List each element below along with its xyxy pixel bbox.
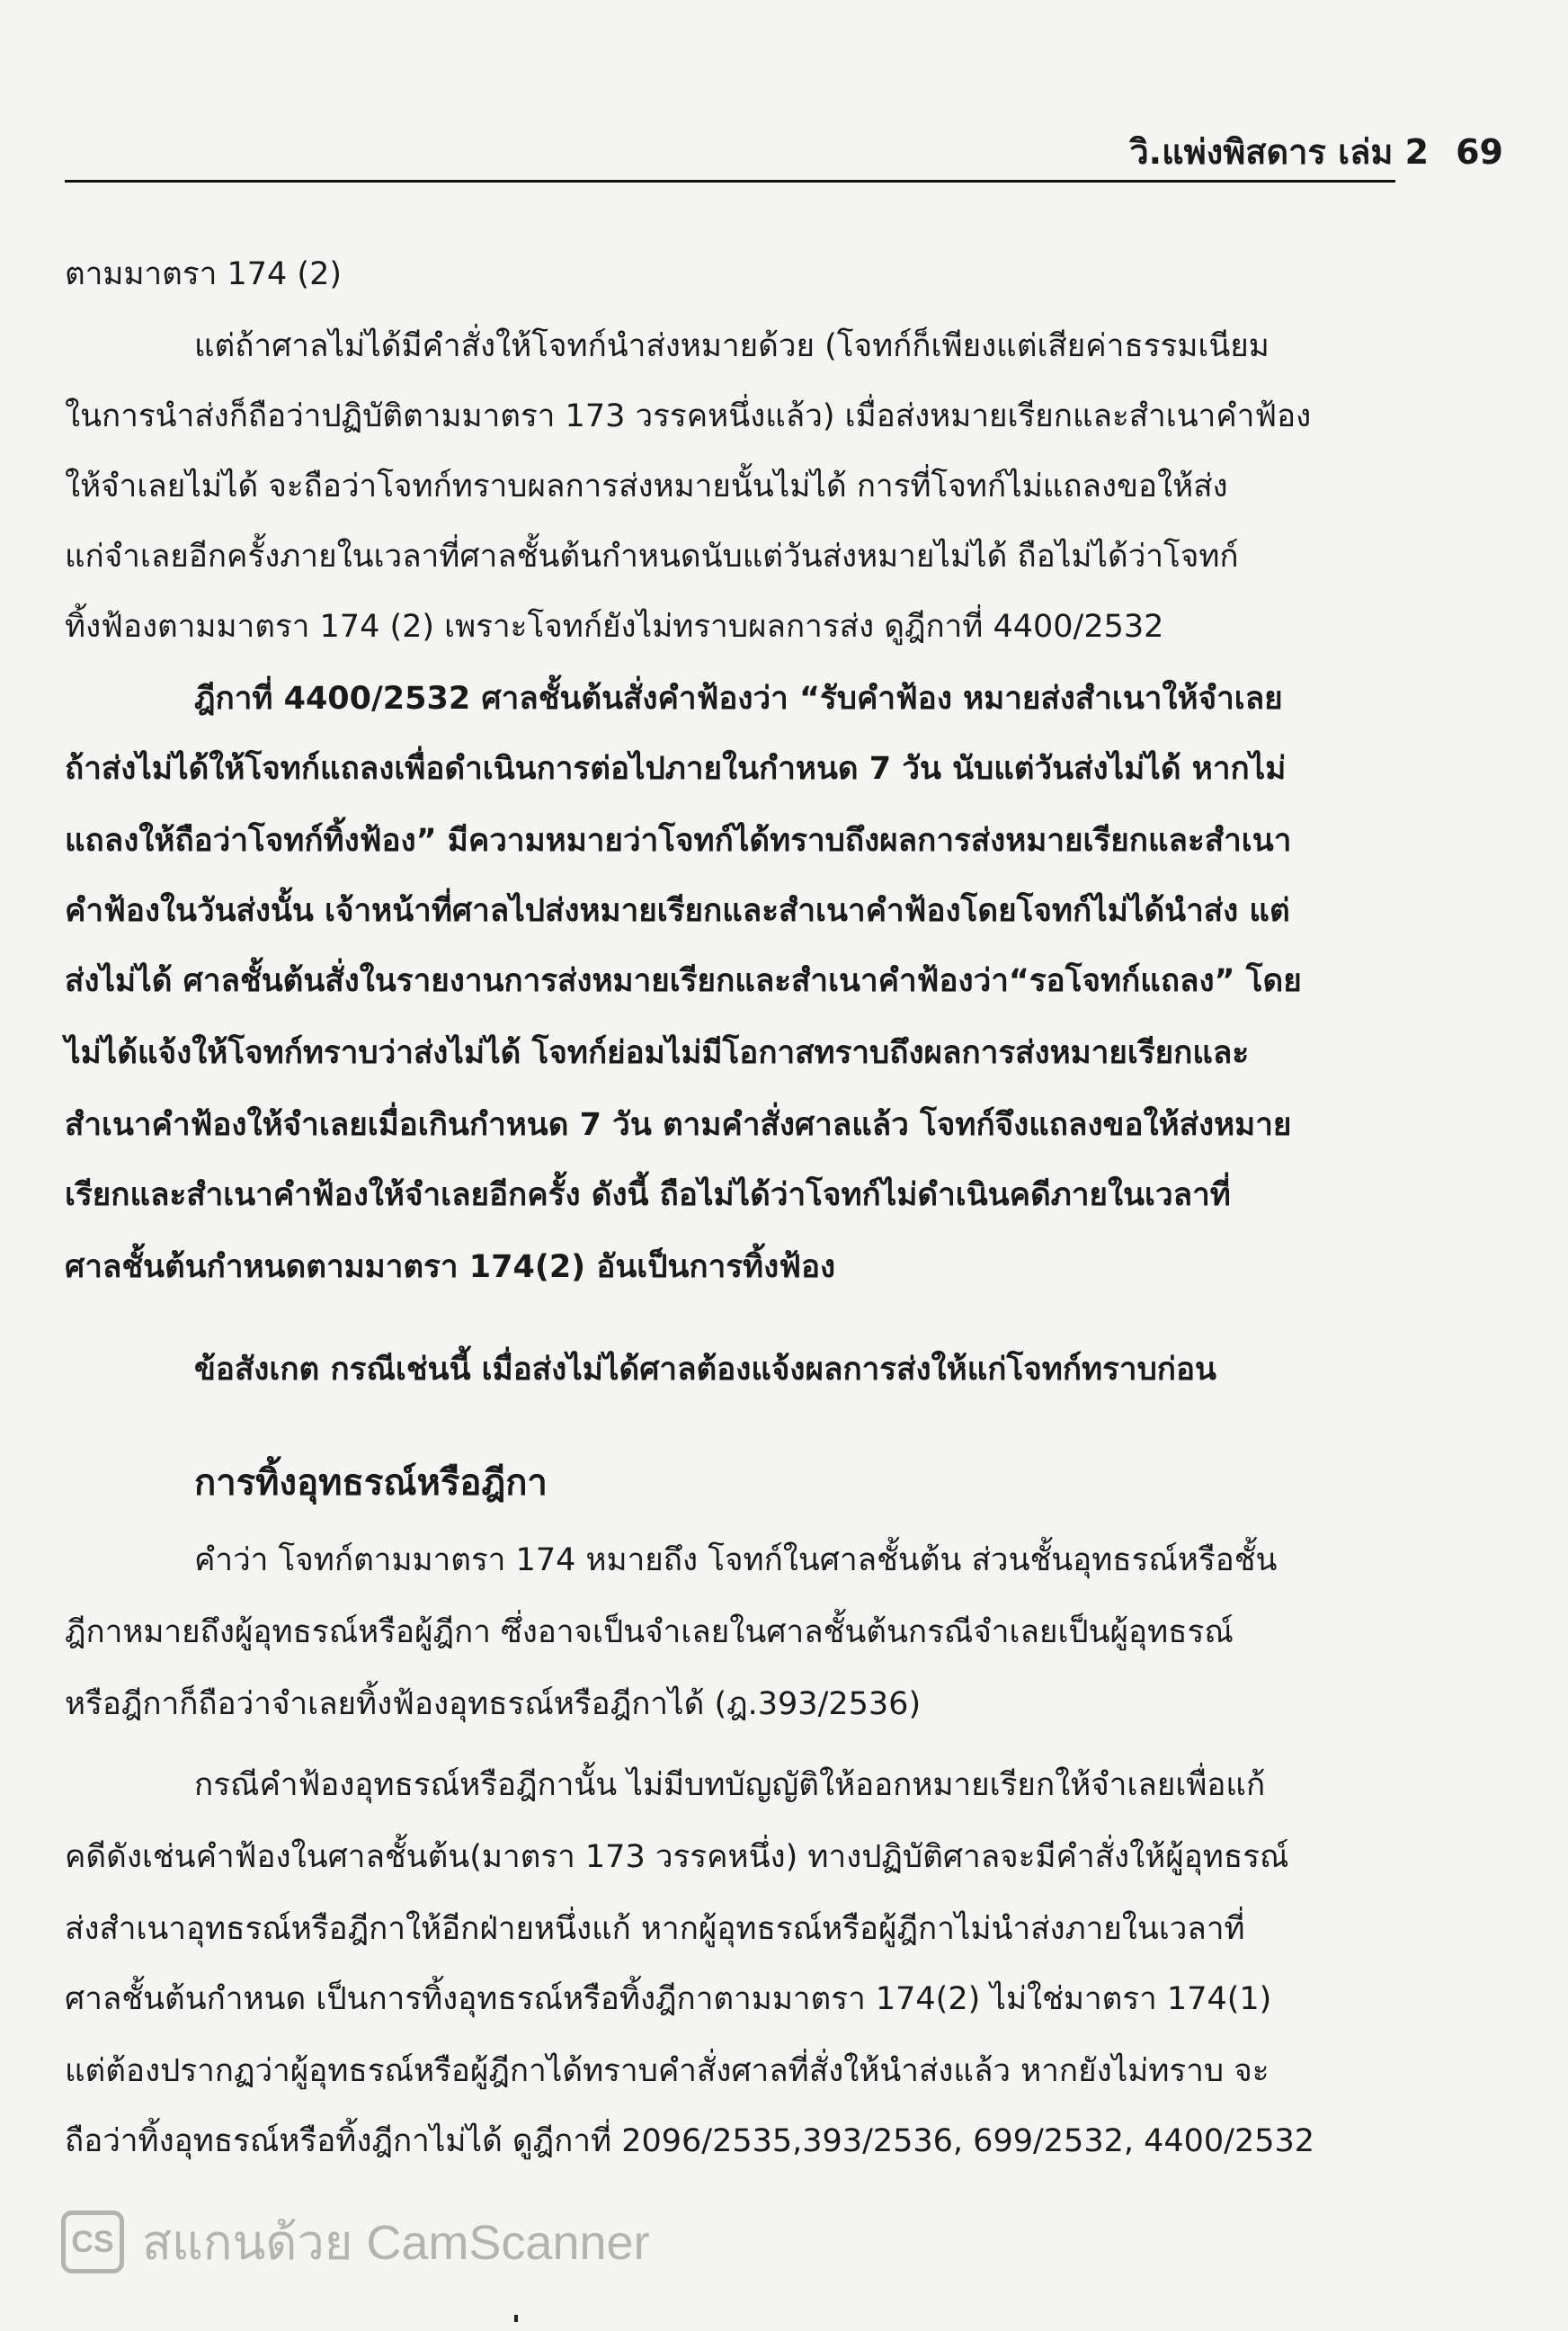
text-line: ไม่ได้แจ้งให้โจทก์ทราบว่าส่งไม่ได้ โจทก์ย่อมไม่มีโอกาสทราบถึงผลการส่งหมายเรียกและ <box>65 1035 1250 1071</box>
text-line: แต่ถ้าศาลไม่ได้มีคำสั่งให้โจทก์นำส่งหมายด้วย (โจทก์ก็เพียงแต่เสียค่าธรรมเนียม <box>194 328 1270 364</box>
text-line: แถลงให้ถือว่าโจทก์ทิ้งฟ้อง” มีความหมายว่าโจทก์ได้ทราบถึงผลการส่งหมายเรียกและสำเนา <box>65 823 1292 859</box>
page-header <box>65 124 1503 179</box>
scanner-watermark <box>61 2203 650 2281</box>
text-line: หรือฎีกาก็ถือว่าจำเลยทิ้งฟ้องอุทธรณ์หรือฎีกาได้ (ฎ.393/2536) <box>65 1686 922 1722</box>
text-line: แต่ต้องปรากฏว่าผู้อุทธรณ์หรือผู้ฎีกาได้ทราบคำสั่งศาลที่สั่งให้นำส่งแล้ว หากยังไม่ทราบ จะ <box>65 2053 1270 2089</box>
text-line: ในการนำส่งก็ถือว่าปฏิบัติตามมาตรา 173 วรรคหนึ่งแล้ว) เมื่อส่งหมายเรียกและสำเนาคำฟ้อง <box>65 398 1312 434</box>
page-number: 69 <box>1456 132 1503 172</box>
watermark-text: สแกนด้วย CamScanner <box>142 2216 650 2270</box>
text-line: ศาลชั้นต้นกำหนด เป็นการทิ้งอุทธรณ์หรือทิ้งฎีกาตามมาตรา 174(2) ไม่ใช่มาตรา 174(1) <box>65 1981 1272 2017</box>
header-rule <box>65 180 1395 183</box>
text-line: เรียกและสำเนาคำฟ้องให้จำเลยอีกครั้ง ดังนี้ ถือไม่ได้ว่าโจทก์ไม่ดำเนินคดีภายในเวลาที่ <box>65 1177 1231 1213</box>
text-line: แก่จำเลยอีกครั้งภายในเวลาที่ศาลชั้นต้นกำหนดนับแต่วันส่งหมายไม่ได้ ถือไม่ได้ว่าโจทก์ <box>65 539 1239 575</box>
text-line: ข้อสังเกต กรณีเช่นนี้ เมื่อส่งไม่ได้ศาลต้องแจ้งผลการส่งให้แก่โจทก์ทราบก่อน <box>194 1352 1216 1388</box>
text-line: ถ้าส่งไม่ได้ให้โจทก์แถลงเพื่อดำเนินการต่อไปภายในกำหนด 7 วัน นับแต่วันส่งไม่ได้ หากไม่ <box>65 751 1287 787</box>
text-line: ฎีกาหมายถึงผู้อุทธรณ์หรือผู้ฎีกา ซึ่งอาจเป็นจำเลยในศาลชั้นต้นกรณีจำเลยเป็นผู้อุทธรณ์ <box>65 1614 1234 1650</box>
text-line: ส่งไม่ได้ ศาลชั้นต้นสั่งในรายงานการส่งหมายเรียกและสำเนาคำฟ้องว่า“รอโจทก์แถลง” โดย <box>65 963 1302 999</box>
text-line: ศาลชั้นต้นกำหนดตามมาตรา 174(2) อันเป็นการทิ้งฟ้อง <box>65 1249 836 1285</box>
scan-mark <box>514 2315 518 2322</box>
text-line: สำเนาคำฟ้องให้จำเลยเมื่อเกินกำหนด 7 วัน ตามคำสั่งศาลแล้ว โจทก์จึงแถลงขอให้ส่งหมาย <box>65 1107 1292 1143</box>
camscanner-logo-icon: CS <box>61 2210 124 2273</box>
text-line: ฎีกาที่ 4400/2532 ศาลชั้นต้นสั่งคำฟ้องว่า “รับคำฟ้อง หมายส่งสำเนาให้จำเลย <box>194 681 1283 717</box>
text-line: ถือว่าทิ้งอุทธรณ์หรือทิ้งฎีกาไม่ได้ ดูฎีกาที่ 2096/2535,393/2536, 699/2532, 4400/2532 <box>65 2123 1315 2159</box>
text-line: ส่งสำเนาอุทธรณ์หรือฎีกาให้อีกฝ่ายหนึ่งแก้ หากผู้อุทธรณ์หรือผู้ฎีกาไม่นำส่งภายในเวลาที่ <box>65 1911 1245 1947</box>
text-line: คำฟ้องในวันส่งนั้น เจ้าหน้าที่ศาลไปส่งหมายเรียกและสำเนาคำฟ้องโดยโจทก์ไม่ได้นำส่ง แต่ <box>65 893 1290 929</box>
text-line: คดีดังเช่นคำฟ้องในศาลชั้นต้น(มาตรา 173 วรรคหนึ่ง) ทางปฏิบัติศาลจะมีคำสั่งให้ผู้อุทธรณ์ <box>65 1839 1289 1875</box>
text-line: ทิ้งฟ้องตามมาตรา 174 (2) เพราะโจทก์ยังไม่ทราบผลการส่ง ดูฎีกาที่ 4400/2532 <box>65 609 1164 645</box>
text-line: ตามมาตรา 174 (2) <box>65 256 342 292</box>
running-title: วิ.แพ่งพิสดาร เล่ม 2 <box>1129 132 1430 172</box>
text-line: คำว่า โจทก์ตามมาตรา 174 หมายถึง โจทก์ในศาลชั้นต้น ส่วนชั้นอุทธรณ์หรือชั้น <box>194 1542 1278 1578</box>
text-line: ให้จำเลยไม่ได้ จะถือว่าโจทก์ทราบผลการส่งหมายนั้นไม่ได้ การที่โจทก์ไม่แถลงขอให้ส่ง <box>65 469 1228 505</box>
text-line: กรณีคำฟ้องอุทธรณ์หรือฎีกานั้น ไม่มีบทบัญญัติให้ออกหมายเรียกให้จำเลยเพื่อแก้ <box>194 1767 1266 1803</box>
section-heading: การทิ้งอุทธรณ์หรือฎีกา <box>194 1462 548 1504</box>
